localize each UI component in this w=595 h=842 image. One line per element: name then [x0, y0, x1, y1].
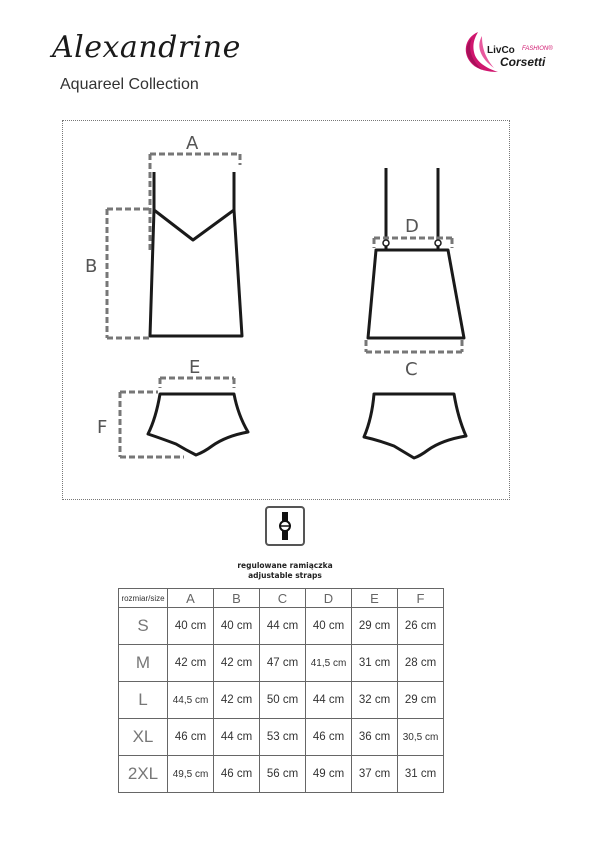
table-row: [119, 719, 444, 756]
value-cell: 46 cm: [168, 719, 214, 756]
strap-label-pl: regulowane ramiączka: [237, 561, 333, 570]
table-row: [119, 756, 444, 793]
value-cell: 49 cm: [306, 756, 352, 793]
value-cell: 42 cm: [214, 682, 260, 719]
product-title: Alexandrine: [52, 30, 241, 65]
adjustable-strap-icon: [265, 506, 305, 546]
value-cell: 46 cm: [306, 719, 352, 756]
size-cell: 2XL: [119, 756, 168, 793]
value-cell: 37 cm: [352, 756, 398, 793]
table-row: [119, 645, 444, 682]
value-cell: 44 cm: [306, 682, 352, 719]
value-cell: 44,5 cm: [168, 682, 214, 719]
label-d: D: [405, 216, 419, 237]
value-cell: 41,5 cm: [306, 645, 352, 682]
value-cell: 56 cm: [260, 756, 306, 793]
value-cell: 40 cm: [168, 608, 214, 645]
brand-name-bottom: Corsetti: [500, 55, 546, 69]
value-cell: 44 cm: [214, 719, 260, 756]
size-table-header: [119, 589, 444, 608]
label-c: C: [405, 359, 418, 380]
value-cell: 40 cm: [306, 608, 352, 645]
value-cell: 28 cm: [398, 645, 444, 682]
value-cell: 26 cm: [398, 608, 444, 645]
brand-name-top: LivCo: [487, 45, 515, 56]
value-cell: 32 cm: [352, 682, 398, 719]
table-row: [119, 682, 444, 719]
value-cell: 47 cm: [260, 645, 306, 682]
col-header-b: B: [214, 589, 260, 608]
label-a: A: [186, 133, 199, 154]
value-cell: 29 cm: [398, 682, 444, 719]
value-cell: 42 cm: [214, 645, 260, 682]
label-f: F: [97, 417, 108, 438]
value-cell: 53 cm: [260, 719, 306, 756]
value-cell: 44 cm: [260, 608, 306, 645]
collection-name: Aquareel Collection: [60, 76, 199, 93]
value-cell: 31 cm: [398, 756, 444, 793]
value-cell: 46 cm: [214, 756, 260, 793]
strap-label-en: adjustable straps: [248, 571, 322, 580]
table-row: [119, 608, 444, 645]
value-cell: 50 cm: [260, 682, 306, 719]
label-e: E: [189, 357, 201, 378]
value-cell: 30,5 cm: [398, 719, 444, 756]
label-b: B: [85, 256, 98, 277]
size-cell: L: [119, 682, 168, 719]
size-cell: XL: [119, 719, 168, 756]
col-header-a: A: [168, 589, 214, 608]
value-cell: 31 cm: [352, 645, 398, 682]
size-cell: M: [119, 645, 168, 682]
size-table: [118, 588, 444, 793]
value-cell: 29 cm: [352, 608, 398, 645]
col-header-e: E: [352, 589, 398, 608]
col-header-c: C: [260, 589, 306, 608]
value-cell: 42 cm: [168, 645, 214, 682]
value-cell: 36 cm: [352, 719, 398, 756]
value-cell: 40 cm: [214, 608, 260, 645]
size-cell: S: [119, 608, 168, 645]
brand-tag: FASHION®: [522, 46, 553, 52]
col-header-f: F: [398, 589, 444, 608]
value-cell: 49,5 cm: [168, 756, 214, 793]
measurement-diagram-frame: [62, 120, 510, 500]
corner-header: rozmiar/size: [119, 589, 168, 608]
col-header-d: D: [306, 589, 352, 608]
